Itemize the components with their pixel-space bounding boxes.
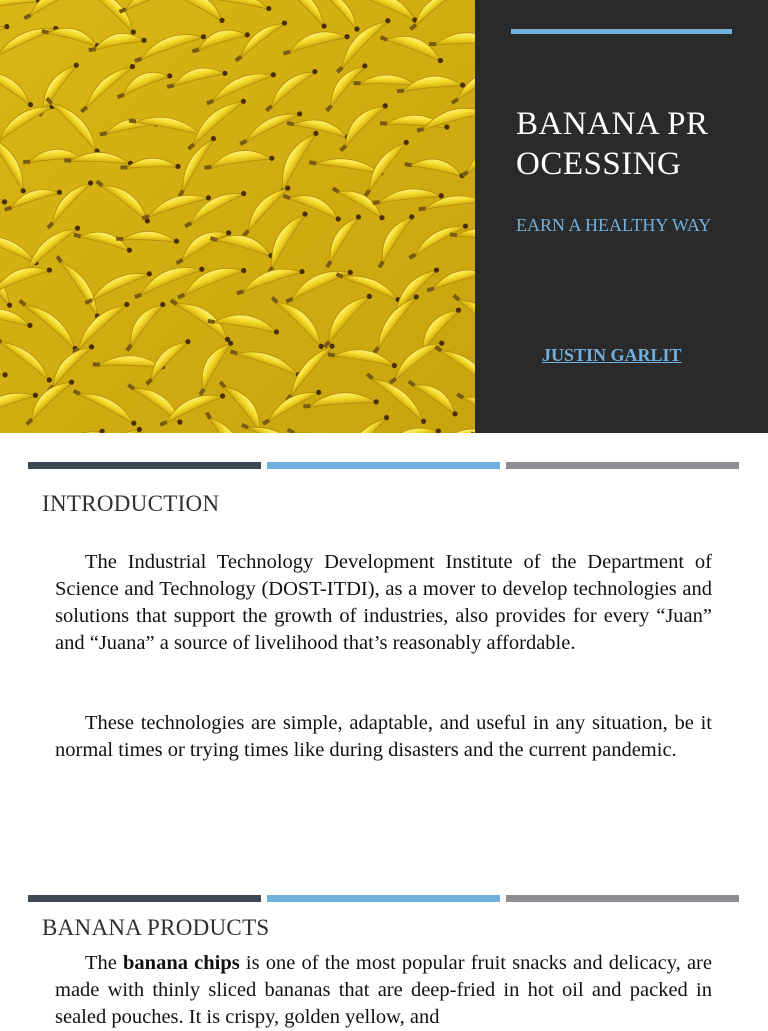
products-heading: BANANA PRODUCTS: [42, 915, 270, 941]
cover-subtitle: EARN A HEALTHY WAY: [516, 212, 716, 238]
title-panel: [475, 0, 768, 433]
products-para-rest: is one of the most popular fruit snacks and delicacy, are made with thinly sliced bananas that are deep-fried in hot oil and packed in sealed pouches. It is crispy, golden yellow, and: [55, 952, 712, 1028]
products-paragraph: [55, 950, 712, 1031]
intro-paragraph-2: These technologies are simple, adaptable, and useful in any situation, be it normal times or trying times like during disasters and the current pandemic.: [55, 710, 712, 764]
intro-paragraph-1: The Industrial Technology Development Institute of the Department of Science and Technology (DOST-ITDI), as a mover to develop technologies and solutions that support the growth of industries, also provides for every “Juan” and “Juana” a source of livelihood that’s reasonably affordable.: [55, 549, 712, 657]
author-link[interactable]: JUSTIN GARLIT: [542, 345, 682, 366]
cover-title: BANANA PROCESSING: [516, 104, 716, 184]
introduction-heading: INTRODUCTION: [42, 491, 219, 517]
bananas-photo: [0, 0, 475, 433]
products-para-start: The: [85, 952, 123, 974]
accent-bar: [511, 29, 732, 34]
section-divider: [28, 895, 740, 902]
cover: [0, 0, 768, 433]
section-divider: [28, 462, 740, 469]
banana-chips-term: banana chips: [123, 952, 240, 974]
